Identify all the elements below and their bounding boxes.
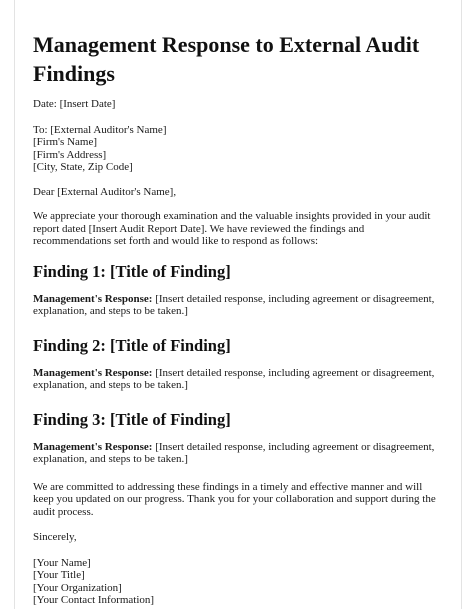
finding-1-response (33, 293, 438, 318)
response-label: Management's Response: (33, 366, 153, 379)
recipient-line: [City, State, Zip Code] (33, 161, 133, 173)
date-line: Date: [Insert Date] (33, 98, 116, 110)
page-border-left (14, 0, 15, 609)
recipient-address (33, 124, 438, 174)
finding-1-heading: Finding 1: [Title of Finding] (33, 261, 231, 281)
signature-line: [Your Contact Information] (33, 594, 155, 606)
page-border-right (461, 0, 462, 609)
response-text: [Insert detailed response, including agreement or disagreement, explanation, and steps to be taken.] (33, 366, 435, 391)
finding-3-heading: Finding 3: [Title of Finding] (33, 409, 231, 429)
letter-title: Management Response to External Audit Findings (33, 32, 420, 86)
signature-line: [Your Title] (33, 569, 85, 581)
signature-line: [Your Organization] (33, 581, 122, 594)
finding-2-heading: Finding 2: [Title of Finding] (33, 335, 231, 355)
signature-block (33, 557, 438, 607)
response-text: [Insert detailed response, including agreement or disagreement, explanation, and steps to be taken.] (33, 292, 435, 317)
intro-paragraph: We appreciate your thorough examination and the valuable insights provided in your audit report dated [Insert Audit Report Date]. We have reviewed the findings and recommendations set forth and would like to respond as follows: (33, 210, 431, 247)
response-label: Management's Response: (33, 440, 153, 453)
finding-2-response (33, 367, 438, 392)
recipient-line: To: [External Auditor's Name] (33, 123, 167, 136)
recipient-line: [Firm's Name] (33, 136, 97, 148)
finding-3-response (33, 441, 438, 466)
salutation: Dear [External Auditor's Name], (33, 185, 177, 198)
closing-paragraph: We are committed to addressing these findings in a timely and effective manner and will keep you updated on our progress. Thank you for your collaboration and support during the audit process. (33, 480, 436, 518)
signature-line: [Your Name] (33, 556, 91, 569)
recipient-line: [Firm's Address] (33, 148, 107, 161)
response-label: Management's Response: (33, 292, 153, 305)
response-text: [Insert detailed response, including agreement or disagreement, explanation, and steps to be taken.] (33, 440, 435, 465)
signoff: Sincerely, (33, 531, 77, 543)
